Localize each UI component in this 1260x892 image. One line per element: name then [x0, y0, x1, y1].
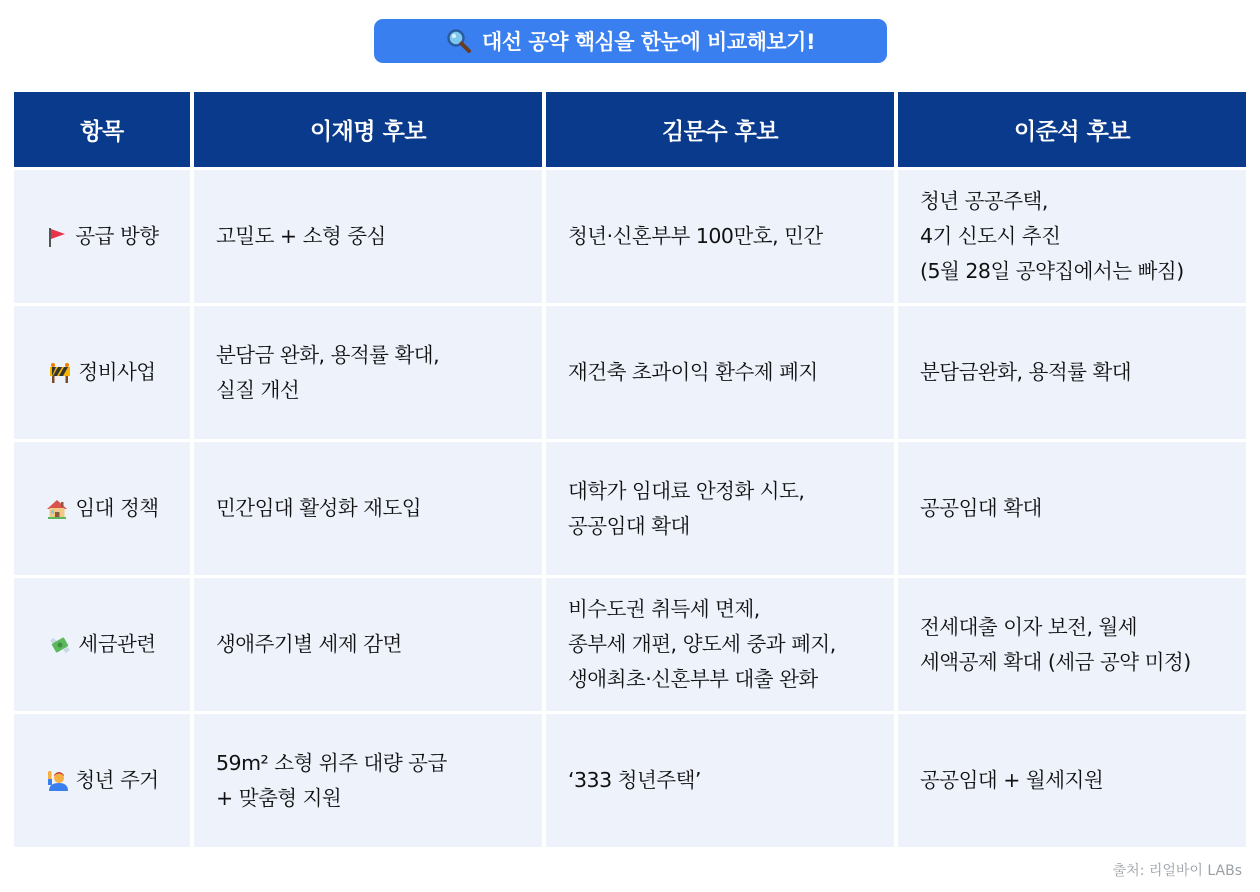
header-candidate-2: 김문수 후보: [546, 92, 894, 167]
table-cell: ‘333 청년주택’: [546, 714, 894, 847]
row-label: 임대 정책: [75, 496, 159, 520]
row-label-cell: [14, 714, 190, 847]
table-cell: 재건축 초과이익 환수제 폐지: [546, 306, 894, 439]
table-row: [14, 442, 1246, 575]
table-cell: 민간임대 활성화 재도입: [194, 442, 542, 575]
table-cell: 공공임대 + 월세지원: [898, 714, 1246, 847]
table-cell: 전세대출 이자 보전, 월세 세액공제 확대 (세금 공약 미정): [898, 578, 1246, 711]
row-label-cell: [14, 170, 190, 303]
table-cell: 공공임대 확대: [898, 442, 1246, 575]
magnifying-glass-icon: [446, 28, 472, 54]
money-with-wings-icon: [48, 633, 72, 657]
table-row: [14, 578, 1246, 711]
table-cell: 청년 공공주택, 4기 신도시 추진 (5월 28일 공약집에서는 빠짐): [898, 170, 1246, 303]
row-label-cell: [14, 578, 190, 711]
table-header-row: [14, 92, 1246, 167]
table-cell: 분담금완화, 용적률 확대: [898, 306, 1246, 439]
header-candidate-3: 이준석 후보: [898, 92, 1246, 167]
row-label-cell: [14, 306, 190, 439]
comparison-table: [14, 92, 1246, 847]
row-label-cell: [14, 442, 190, 575]
table-cell: 대학가 임대료 안정화 시도, 공공임대 확대: [546, 442, 894, 575]
table-cell: 59m² 소형 위주 대량 공급 + 맞춤형 지원: [194, 714, 542, 847]
row-label: 정비사업: [78, 360, 156, 384]
row-label: 공급 방향: [75, 224, 159, 248]
row-label: 세금관련: [78, 632, 156, 656]
house-icon: [45, 497, 69, 521]
red-flag-icon: [45, 225, 69, 249]
table-cell: 비수도권 취득세 면제, 종부세 개편, 양도세 중과 폐지, 생애최초·신혼부부 대출 완화: [546, 578, 894, 711]
table-cell: 생애주기별 세제 감면: [194, 578, 542, 711]
row-label: 청년 주거: [75, 768, 159, 792]
table-cell: 청년·신혼부부 100만호, 민간: [546, 170, 894, 303]
construction-barrier-icon: [48, 361, 72, 385]
table-row: [14, 170, 1246, 303]
table-row: [14, 306, 1246, 439]
header-item: 항목: [14, 92, 190, 167]
table-cell: 분담금 완화, 용적률 확대, 실질 개선: [194, 306, 542, 439]
header-candidate-1: 이재명 후보: [194, 92, 542, 167]
table-row: [14, 714, 1246, 847]
person-raising-hand-icon: [45, 769, 69, 793]
title-text: 대선 공약 핵심을 한눈에 비교해보기!: [481, 30, 816, 54]
source-caption: 출처: 리얼바이 LABs: [1112, 863, 1242, 879]
title-banner: [374, 19, 887, 63]
table-cell: 고밀도 + 소형 중심: [194, 170, 542, 303]
